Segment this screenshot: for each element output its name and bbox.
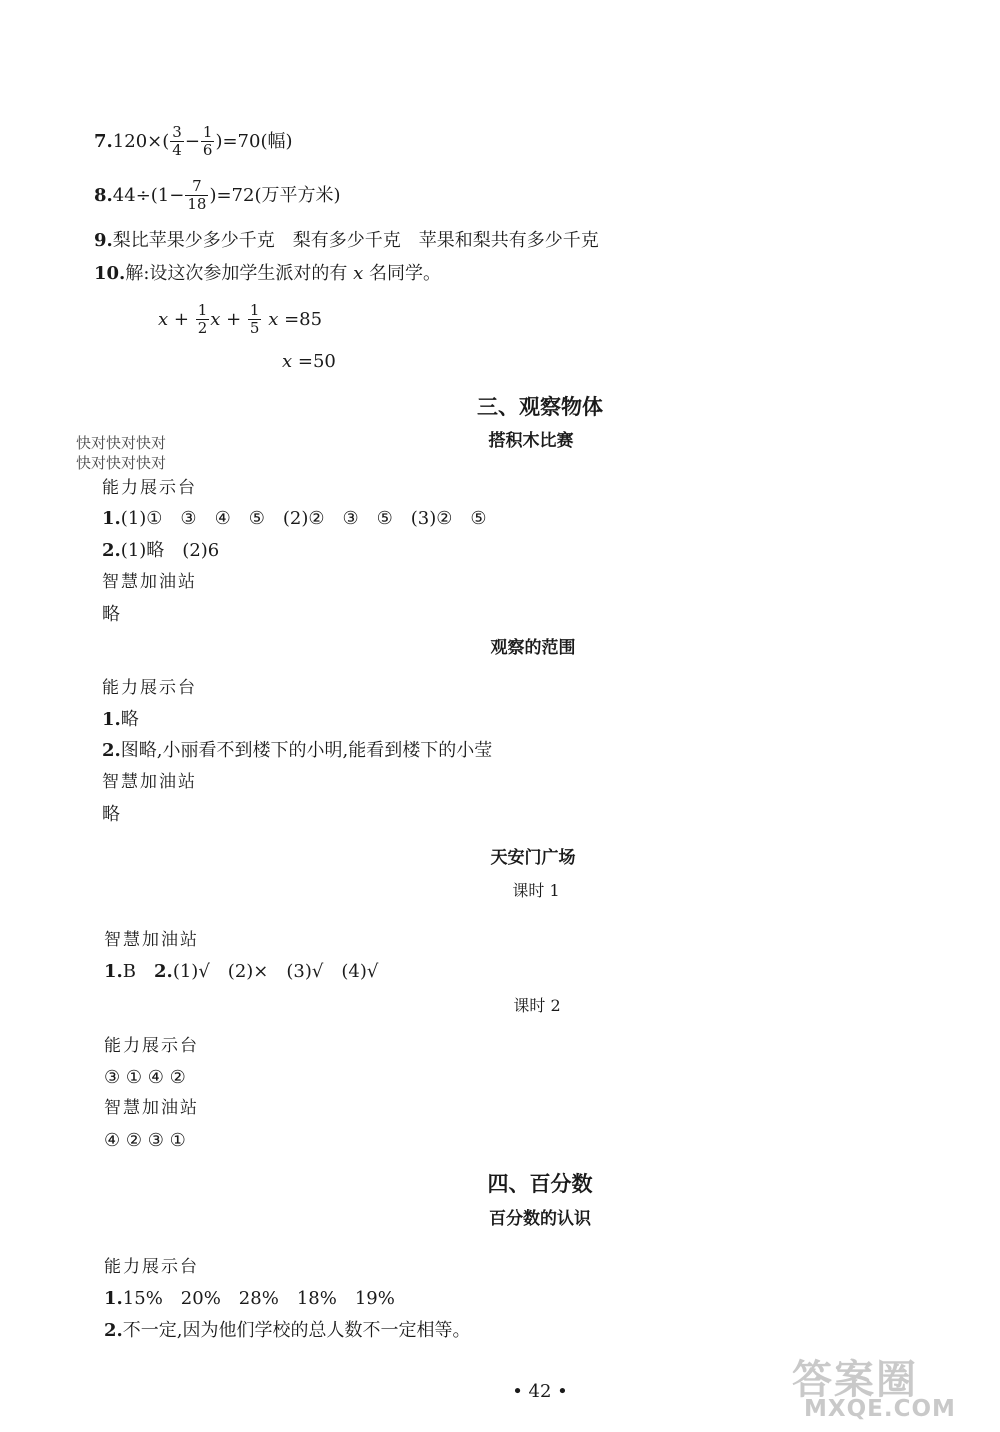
answer-line: 略 (102, 804, 120, 825)
item-number: 10. (94, 263, 126, 284)
item-number: 9. (94, 230, 113, 251)
section-label: 能力展示台 (104, 1036, 199, 1056)
lesson-label: 课时 2 (513, 996, 561, 1015)
answer-line: ③ ① ④ ② (104, 1067, 186, 1088)
answer-line: 1.15% 20% 28% 18% 19% (104, 1288, 395, 1309)
section-label: 智慧加油站 (102, 572, 197, 592)
section-label: 能力展示台 (104, 1257, 199, 1277)
lesson-label: 课时 1 (512, 881, 560, 900)
section-label: 能力展示台 (102, 678, 197, 698)
section-title: 四、百分数 (487, 1172, 593, 1196)
page-number: • 42 • (512, 1381, 568, 1402)
fraction: $\frac{1}{2}$ (197, 301, 208, 338)
answer-line: 2.图略,小丽看不到楼下的小明,能看到楼下的小莹 (102, 740, 493, 761)
equation-line-1: x + $\frac{1}{2}$ x + $\frac{1}{5}$ x =85 (158, 301, 323, 338)
equation-line-2: x =50 (282, 351, 336, 372)
answer-line: 1.B 2.(1)√ (2)× (3)√ (4)√ (104, 961, 379, 982)
subsection-title: 百分数的认识 (489, 1209, 591, 1229)
section-title: 三、观察物体 (477, 395, 603, 419)
section-label: 智慧加油站 (104, 930, 199, 950)
subsection-title: 观察的范围 (490, 638, 576, 658)
answer-7: 7.120×( $\frac{3}{4}$ − $\frac{1}{6}$ )=70(幅) (94, 123, 293, 160)
subsection-title: 搭积木比赛 (488, 431, 574, 451)
answer-line: 1.略 (102, 709, 139, 730)
answer-line: ④ ② ③ ① (104, 1130, 186, 1151)
fraction: $\frac{1}{5}$ (249, 301, 260, 338)
answer-line: 略 (102, 604, 120, 625)
section-label: 智慧加油站 (102, 772, 197, 792)
subsection-title: 天安门广场 (490, 848, 576, 868)
answer-8: 8.44÷(1− $\frac{7}{18}$ )=72(万平方米) (94, 177, 341, 214)
fraction: $\frac{3}{4}$ (172, 123, 182, 160)
site-logo: 答案圈 MXQE.COM (792, 1357, 956, 1422)
answer-10: 10.解:设这次参加学生派对的有 x 名同学。 (94, 263, 442, 284)
fraction: $\frac{7}{18}$ (187, 177, 207, 214)
fraction: $\frac{1}{6}$ (202, 123, 213, 160)
answer-line: 1.(1)① ③ ④ ⑤ (2)② ③ ⑤ (3)② ⑤ (102, 508, 487, 529)
item-number: 8. (94, 184, 113, 206)
section-label: 能力展示台 (102, 478, 197, 498)
answer-line: 2.不一定,因为他们学校的总人数不一定相等。 (104, 1320, 471, 1341)
answer-9: 9.梨比苹果少多少千克 梨有多少千克 苹果和梨共有多少千克 (94, 230, 599, 251)
watermark-text: 快对快对快对 快对快对快对 (76, 434, 167, 473)
section-label: 智慧加油站 (104, 1098, 199, 1118)
item-number: 7. (94, 130, 113, 152)
answer-line: 2.(1)略 (2)6 (102, 540, 220, 561)
